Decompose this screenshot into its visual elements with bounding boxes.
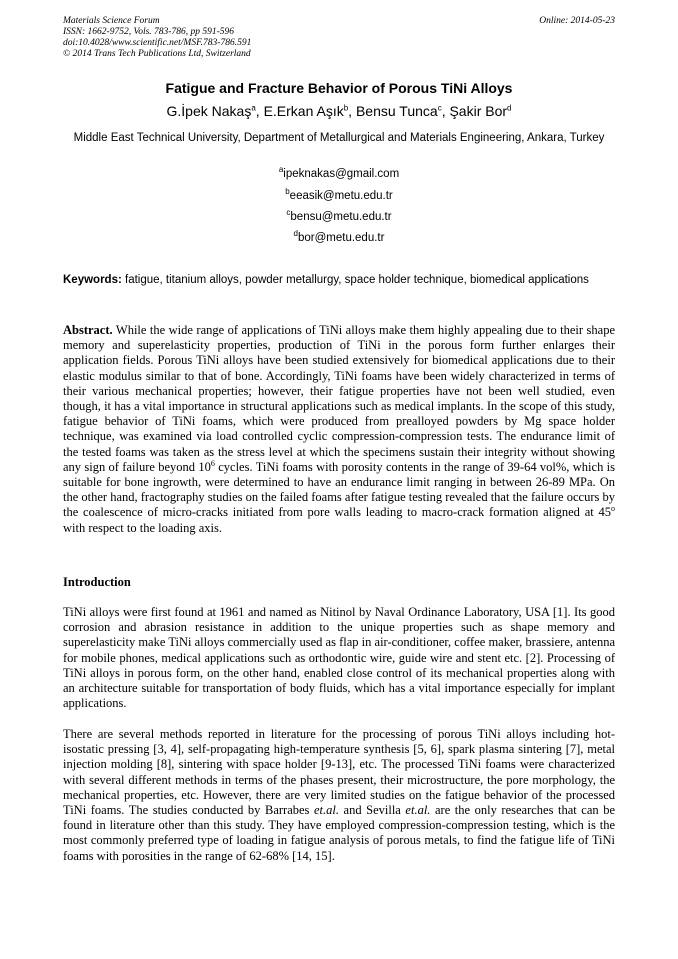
etal-citation: et.al. [313,803,339,818]
author-email [63,189,615,204]
abstract-text: While the wide range of applications of TiNi alloys make them highly appealing due to their shape memory and superelasticity properties, production of TiNi in the porous form further enlarges their application fields. Porous TiNi alloys have been studied extensively for biomedical applications due to their elastic modulus similar to that of bone. Accordingly, TiNi foams have been widely characterized in terms of their various mechanical properties; however, their fatigue properties have not been well studied, even though, it has a vital importance in structural applications such as medical implants. In the scope of this study, fatigue behavior of TiNi foams, which were produced from prealloyed powders by Mg space holder technique, was examined via load controlled cyclic compression-compression tests. The endurance limit of the tested foams was taken as the stress level at which the specimens sustain their integrity without showing any sign of failure beyond 10 [63,323,615,474]
email-mark: c [286,208,291,218]
etal-citation: et.al. [405,803,431,818]
paragraph-text: There are several methods reported in literature for the processing of porous TiNi alloys including hot-isostatic pressing [3, 4], self-propagating high-temperature synthesis [5, 6], spark plasma sintering [7], metal injection molding [8], sintering with space holder [9-13], etc. The processed TiNi foams were characterized with several different methods in terms of the phases present, their microstructure, the pore morphology, the mechanical properties, etc. However, there are very limited studies on the fatigue behavior of the processed TiNi foams. The studies conducted by Barrabes [63,727,615,818]
intro-paragraph [63,727,615,864]
degree-mark: o [611,504,615,514]
author-mark: b [343,103,349,113]
author-separator: , [348,103,356,119]
email-address: bensu@metu.edu.tr [290,211,392,223]
copyright-line: © 2014 Trans Tech Publications Ltd, Switzerland [63,49,251,59]
author-name: E.Erkan Aşık [263,103,344,119]
author-email [63,210,615,225]
abstract-text: cycles. TiNi foams with porosity contents in the range of 39-64 vol%, which is suitable for bone ingrowth, were determined to have an endurance limit ranging in between 26-89 MPa. On the other hand, fractography studies on the failed foams after fatigue testing revealed that the failure occurs by the coalescence of micro-cracks initiated from pore walls leading to macro-crack formation aligned at 45 [63,459,615,520]
email-mark: a [278,165,284,175]
cycles-exponent: 6 [210,458,215,468]
online-date: Online: 2014-05-23 [539,16,615,26]
paragraph-text: and Sevilla [338,803,406,818]
author-list [40,102,638,120]
email-mark: d [293,229,298,239]
email-mark: b [285,187,290,197]
author-name: G.İpek Nakaş [166,103,252,119]
keywords-text: fatigue, titanium alloys, powder metallurgy, space holder technique, biomedical applications [125,274,589,286]
author-email [63,167,615,182]
email-address: bor@metu.edu.tr [297,232,385,244]
intro-paragraph: TiNi alloys were first found at 1961 and named as Nitinol by Naval Ordinance Laboratory, USA [1]. Its good corrosion and abrasion resistance in addition to the unique properties such as shape memory and superelasticity make TiNi alloys commercially used as flap in air-conditioner, coffee maker, brassiere, antenna for mobile phones, medical applications such as orthodontic wire, guide wire and stent etc. [2]. Processing of TiNi alloys in porous form, on the other hand, enabled close control of its mechanical properties along with an architecture suitable for transportation of body fluids, which has a vital importance especially for implant applications. [63,605,615,711]
author-separator: , [441,103,450,119]
author-mark: d [507,103,512,113]
author-separator: , [255,103,264,119]
abstract-section [63,323,615,536]
journal-header [63,16,615,60]
author-email [63,231,615,246]
paper-title: Fatigue and Fracture Behavior of Porous TiNi Alloys [165,80,513,96]
section-heading: Introduction [63,575,131,589]
abstract-text: with respect to the loading axis. [63,520,222,535]
email-address: ipeknakas@gmail.com [283,168,400,180]
keywords-label: Keywords: [63,274,122,286]
author-mark: a [251,103,256,113]
author-mark: c [437,103,442,113]
journal-name: Materials Science Forum [63,16,160,26]
email-address: eeasik@metu.edu.tr [289,190,393,202]
author-name: Bensu Tunca [355,103,438,119]
affiliation: Middle East Technical University, Department of Metallurgical and Materials Engineering, Ankara, Turkey [73,132,605,144]
author-name: Şakir Bor [449,103,508,119]
abstract-label: Abstract. [63,323,113,337]
paragraph-text: are the only researches that can be found in literature other than this study. They have employed compression-compression testing, which is the most commonly preferred type of loading in fatigue analysis of porous metals, to find the fatigue life of TiNi foams with porosities in the range of 62-68% [14, 15]. [63,803,616,863]
issn-line: ISSN: 1662-9752, Vols. 783-786, pp 591-596 [63,27,234,37]
keywords-section [63,273,615,288]
doi-line: doi:10.4028/www.scientific.net/MSF.783-786.591 [63,38,252,48]
